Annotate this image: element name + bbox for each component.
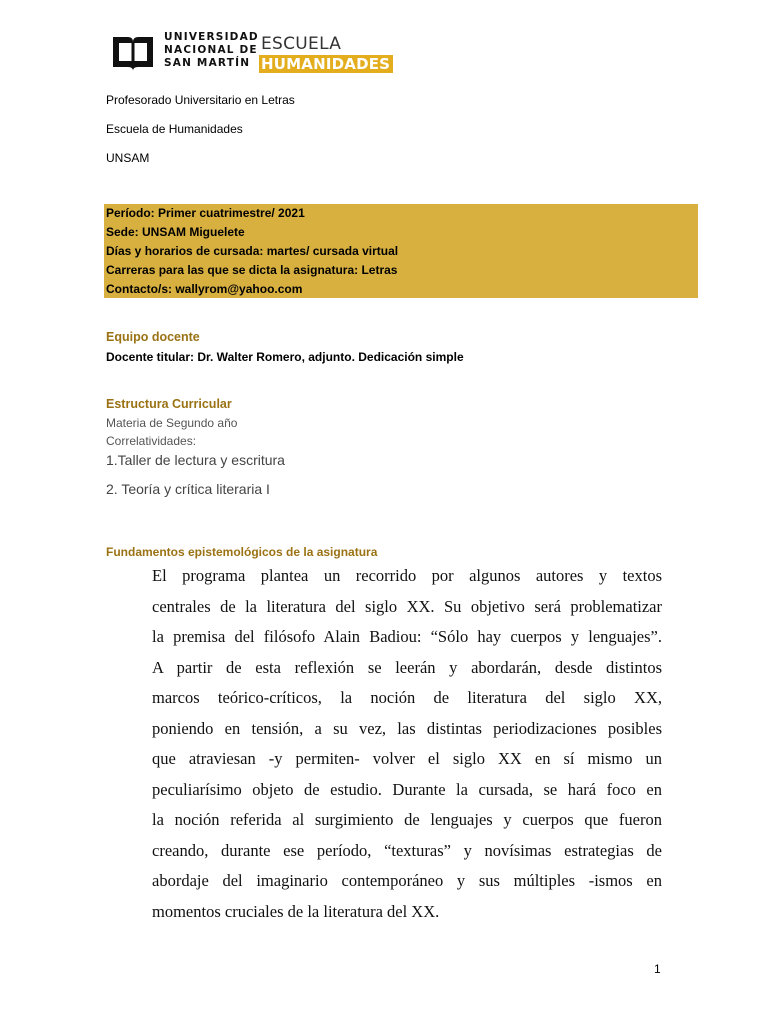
docente-titular-line: Docente titular: Dr. Walter Romero, adjunto. Dedicación simple [106,350,464,364]
periodo-line: Período: Primer cuatrimestre/ 2021 [106,206,305,220]
university-name-line: NACIONAL DE [164,44,258,56]
school-name: Escuela de Humanidades [106,122,243,136]
correlatividades-label: Correlatividades: [106,434,197,448]
humanidades-logo-text: HUMANIDADES [259,55,393,73]
carreras-line: Carreras para las que se dicta la asignatura: Letras [106,263,398,277]
correlatividad-item: 1.Taller de lectura y escritura [106,452,285,468]
correlatividad-item: 2. Teoría y crítica literaria I [106,481,270,497]
paragraph-line: abordaje del imaginario contemporáneo y sus múltiples -ismos en [152,871,662,890]
dias-line: Días y horarios de cursada: martes/ cursada virtual [106,244,399,258]
program-name: Profesorado Universitario en Letras [106,93,295,107]
unsam-logo-icon [111,33,155,73]
paragraph-line: A partir de esta reflexión se leerán y abordarán, desde distintos [152,657,662,677]
contacto-line: Contacto/s: wallyrom@yahoo.com [106,282,303,296]
paragraph-line: peculiarísimo objeto de estudio. Durante la cursada, se hará foco en [152,779,662,799]
paragraph-line: momentos cruciales de la literatura del XX. [152,901,440,921]
university-name-line: SAN MARTÍN [164,57,251,69]
paragraph-line: creando, durante ese período, “texturas” y novísimas estrategias de [152,840,662,860]
fundamentos-paragraph [152,561,662,927]
sede-line: Sede: UNSAM Miguelete [106,225,245,239]
paragraph-line: poniendo en tensión, a su vez, las distintas periodizaciones posibles [152,718,662,738]
estructura-curricular-heading: Estructura Curricular [106,397,232,411]
paragraph-line: El programa plantea un recorrido por algunos autores y textos [152,566,662,585]
equipo-docente-heading: Equipo docente [106,330,200,344]
paragraph-line: marcos teórico-críticos, la noción de literatura del siglo XX, [152,688,662,707]
fundamentos-heading: Fundamentos epistemológicos de la asignatura [106,545,378,559]
page-number: 1 [654,962,661,976]
institution-name: UNSAM [106,151,150,165]
paragraph-line: centrales de la literatura del siglo XX. Su objetivo será problematizar [152,596,662,616]
paragraph-line: que atraviesan -y permiten- volver el siglo XX en sí mismo un [152,749,662,768]
paragraph-line: la premisa del filósofo Alain Badiou: “Sólo hay cuerpos y lenguajes”. [152,627,662,646]
university-name-line: UNIVERSIDAD [164,31,259,43]
paragraph-line: la noción referida al surgimiento de lenguajes y cuerpos que fueron [152,810,662,829]
university-name [164,31,259,70]
materia-line: Materia de Segundo año [106,416,238,430]
escuela-logo-text: ESCUELA [261,34,342,54]
